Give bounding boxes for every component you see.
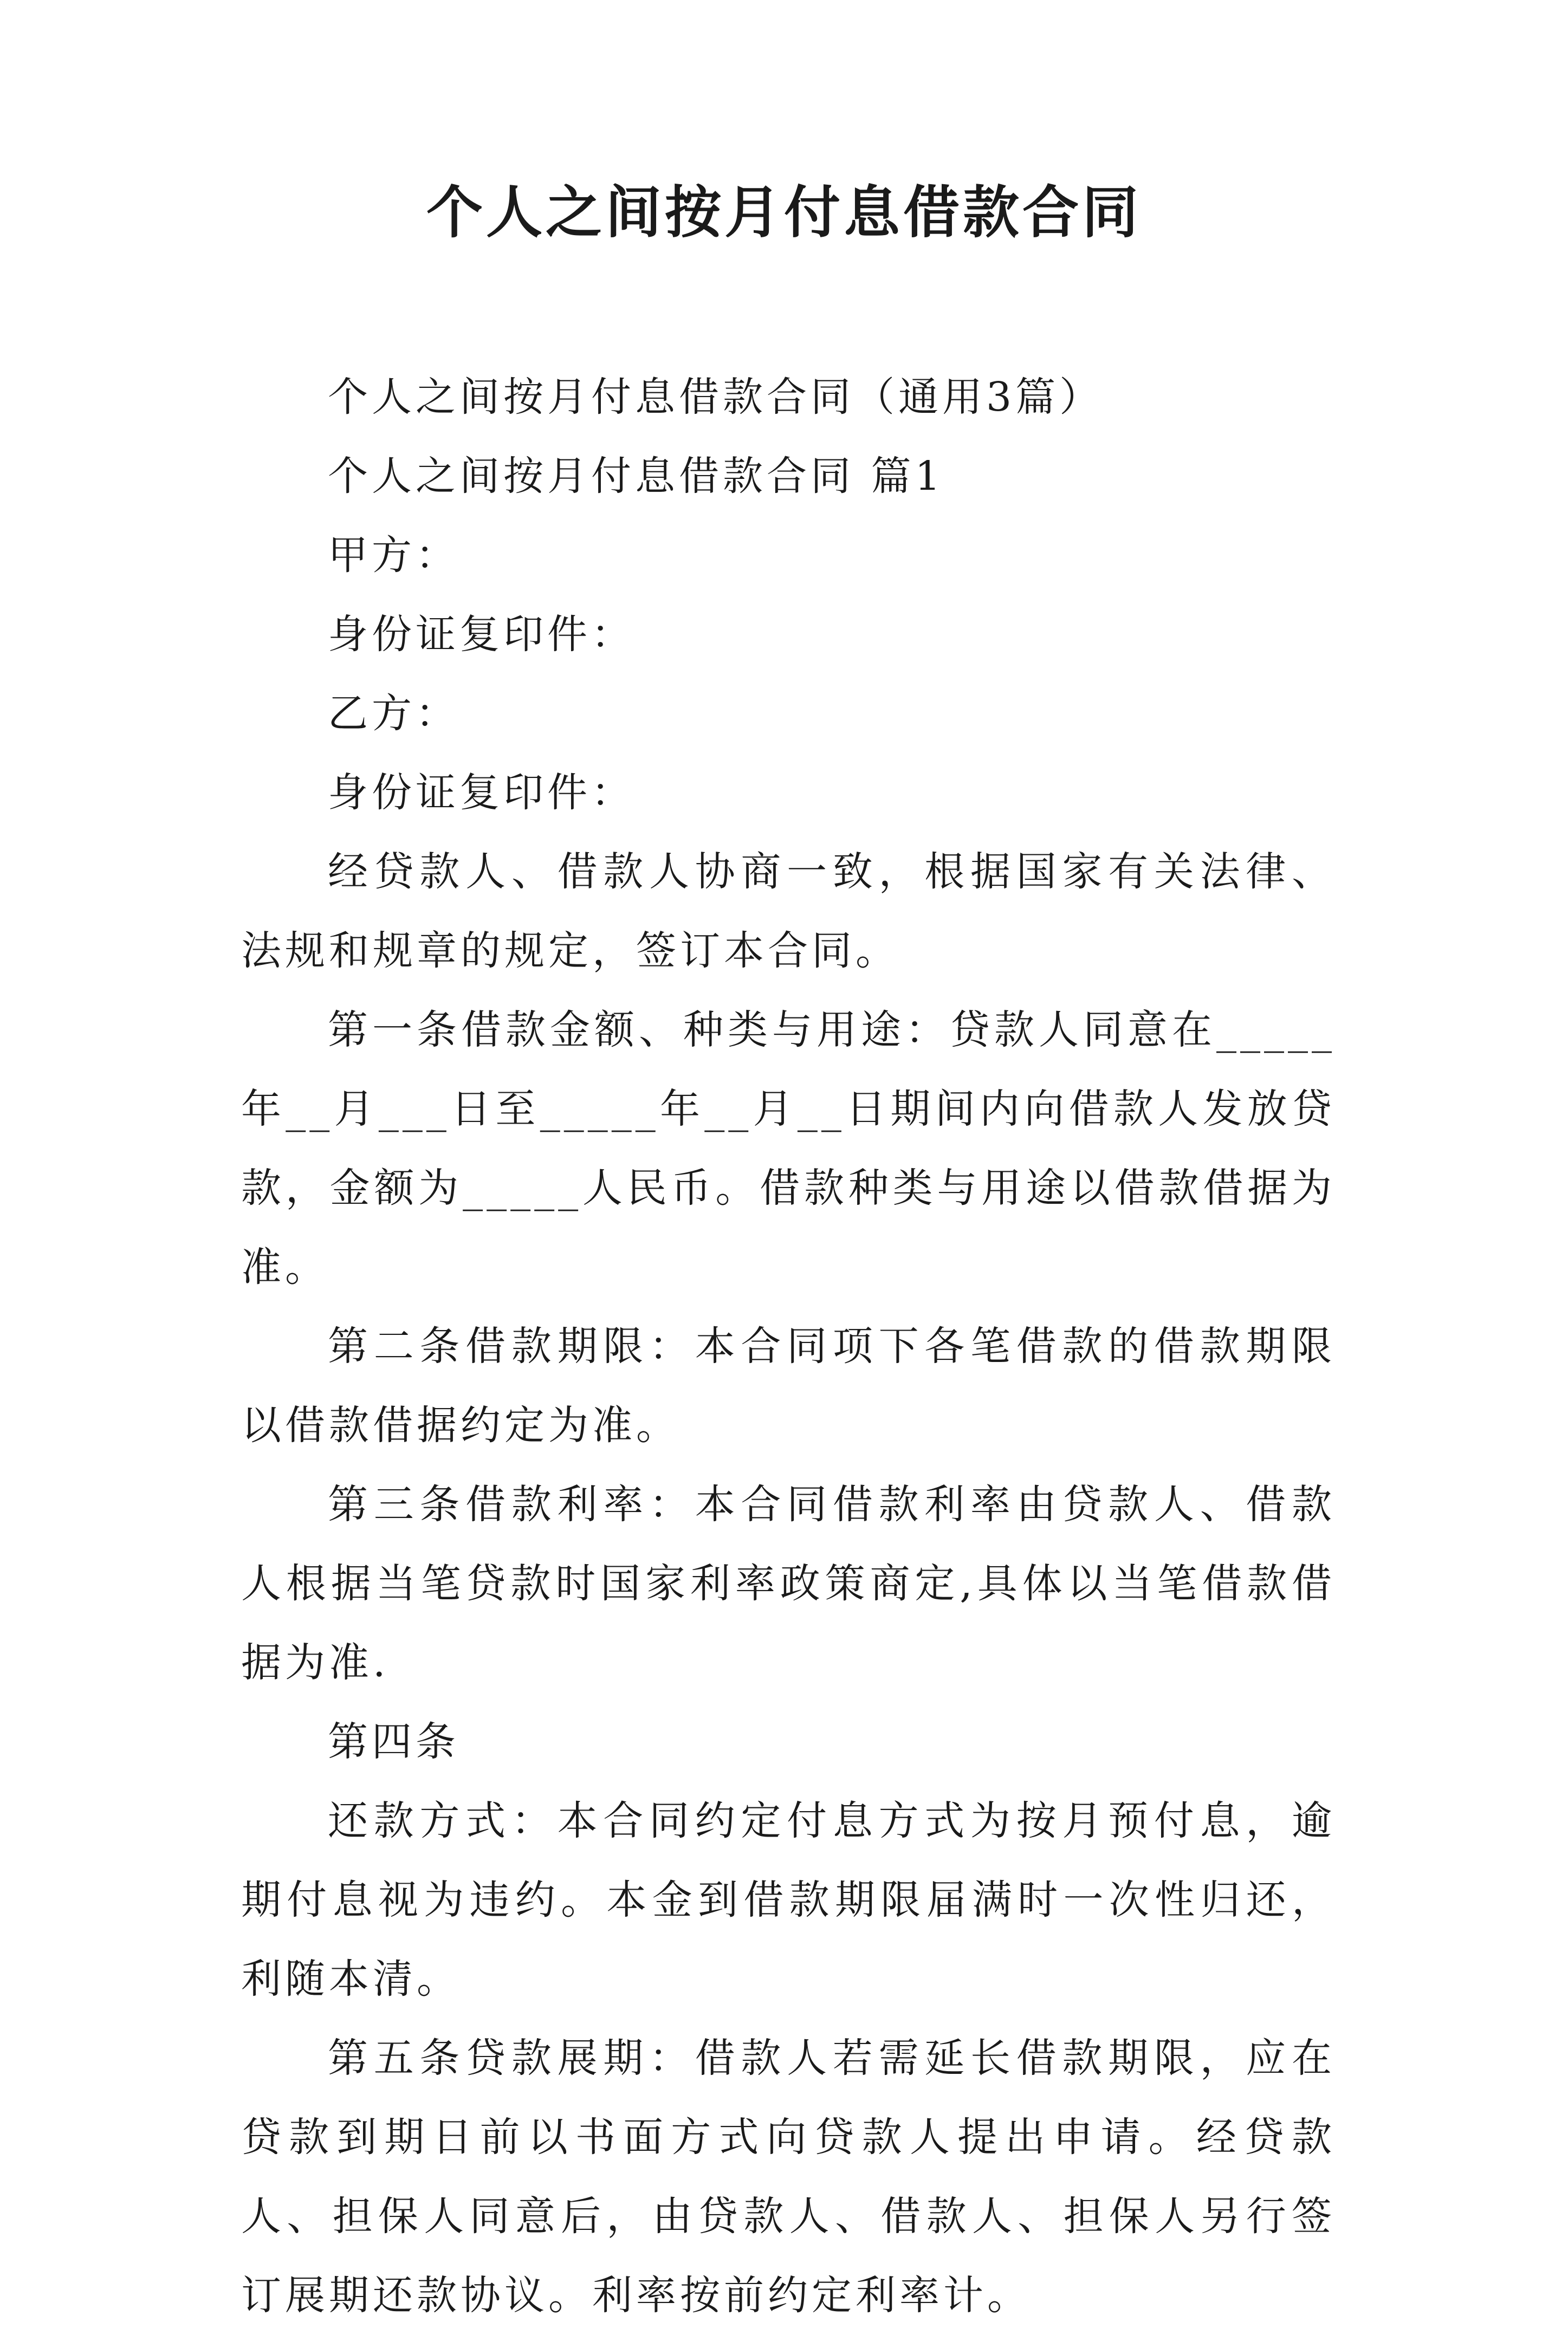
party-b-label: 乙方： — [328, 690, 459, 737]
party-b-id-label: 身份证复印件： — [328, 769, 635, 816]
article-5-paragraph: 第五条贷款展期：借款人若需延长借款期限，应在贷款到期日前以书面方式向贷款人提出申请。经贷款人、担保人同意后，由贷款人、借款人、担保人另行签订展期还款协议。利率按前约定利率计。 — [241, 2035, 1336, 2319]
party-a-label: 甲方： — [328, 532, 459, 579]
document-body — [241, 358, 1336, 2335]
section-heading: 个人之间按月付息借款合同 篇1 — [328, 453, 944, 500]
subtitle-paragraph: 个人之间按月付息借款合同（通用3篇） — [328, 374, 1104, 420]
article-2-paragraph: 第二条借款期限：本合同项下各笔借款的借款期限以借款借据约定为准。 — [241, 1323, 1336, 1449]
article-4-paragraph: 还款方式：本合同约定付息方式为按月预付息，逾期付息视为违约。本金到借款期限届满时一次性归还，利随本清。 — [241, 1798, 1336, 2002]
article-4-heading: 第四条 — [328, 1718, 459, 1765]
article-1-paragraph: 第一条借款金额、种类与用途：贷款人同意在_____年__月___日至_____年__月__日期间内向借款人发放贷款，金额为_____人民币。借款种类与用途以借款借据为准。 — [241, 1007, 1336, 1290]
article-3-paragraph: 第三条借款利率：本合同借款利率由贷款人、借款人根据当笔贷款时国家利率政策商定,具体以当笔借款借据为准. — [241, 1481, 1336, 1686]
document-title: 个人之间按月付息借款合同 — [426, 179, 1142, 245]
preamble-paragraph: 经贷款人、借款人协商一致，根据国家有关法律、法规和规章的规定，签订本合同。 — [241, 848, 1336, 974]
party-a-id-label: 身份证复印件： — [328, 611, 635, 658]
